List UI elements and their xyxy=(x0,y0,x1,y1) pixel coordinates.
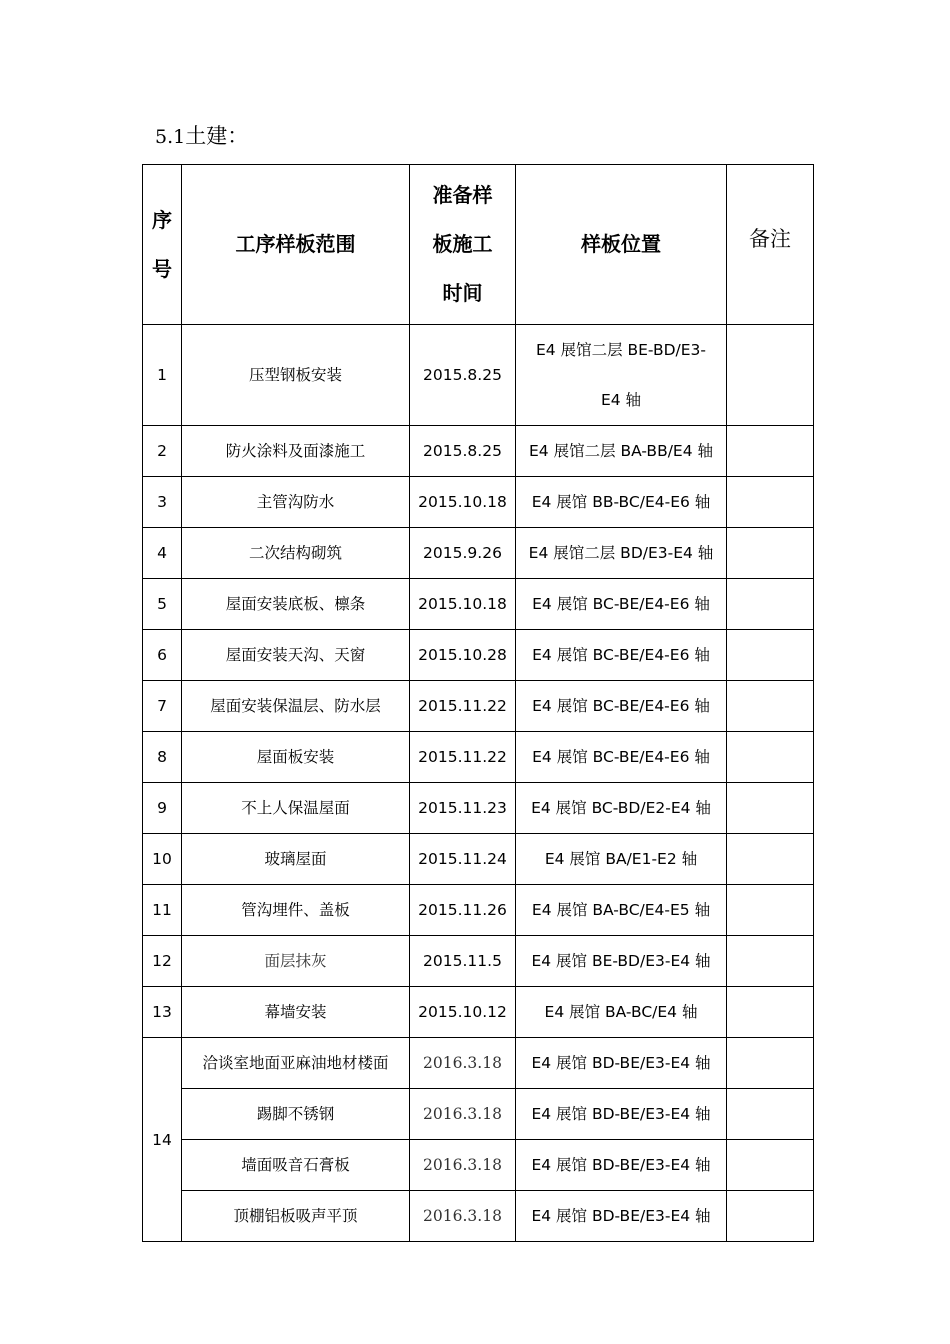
row-scope: 面层抹灰 xyxy=(182,936,410,987)
row-seq: 4 xyxy=(143,528,182,579)
row-note xyxy=(727,834,814,885)
row-location xyxy=(516,325,727,426)
row-time: 2015.8.25 xyxy=(410,426,516,477)
row-scope: 防火涂料及面漆施工 xyxy=(182,426,410,477)
row-time: 2015.11.5 xyxy=(410,936,516,987)
row-note xyxy=(727,1089,814,1140)
row-scope: 压型钢板安装 xyxy=(182,325,410,426)
table-row xyxy=(143,1191,814,1242)
row-time: 2015.10.28 xyxy=(410,630,516,681)
table-row xyxy=(143,528,814,579)
row-time: 2016.3.18 xyxy=(410,1089,516,1140)
table-header-row xyxy=(143,165,814,325)
row-seq: 12 xyxy=(143,936,182,987)
table-row xyxy=(143,936,814,987)
table-row xyxy=(143,885,814,936)
row-location: E4 展馆 BD-BE/E3-E4 轴 xyxy=(516,1191,727,1242)
row-note xyxy=(727,1191,814,1242)
row-seq: 2 xyxy=(143,426,182,477)
row-seq: 11 xyxy=(143,885,182,936)
table-row xyxy=(143,732,814,783)
row-time: 2015.11.26 xyxy=(410,885,516,936)
row-time: 2015.10.18 xyxy=(410,579,516,630)
row-scope: 幕墙安装 xyxy=(182,987,410,1038)
table-row xyxy=(143,681,814,732)
table-row xyxy=(143,426,814,477)
row-note xyxy=(727,579,814,630)
row-note xyxy=(727,783,814,834)
table-row xyxy=(143,1089,814,1140)
row-location: E4 展馆 BA-BC/E4-E5 轴 xyxy=(516,885,727,936)
row-location: E4 展馆 BB-BC/E4-E6 轴 xyxy=(516,477,727,528)
row-seq: 5 xyxy=(143,579,182,630)
section-number: 5.1 xyxy=(155,126,186,148)
section-heading xyxy=(155,120,248,153)
row-note xyxy=(727,426,814,477)
header-seq xyxy=(143,165,182,325)
row-scope: 踢脚不锈钢 xyxy=(182,1089,410,1140)
row-time: 2015.9.26 xyxy=(410,528,516,579)
row-location: E4 展馆二层 BA-BB/E4 轴 xyxy=(516,426,727,477)
row-time: 2015.10.18 xyxy=(410,477,516,528)
row-scope: 屋面安装底板、檩条 xyxy=(182,579,410,630)
row-time: 2015.11.23 xyxy=(410,783,516,834)
row-note xyxy=(727,477,814,528)
table-row xyxy=(143,630,814,681)
table-row xyxy=(143,579,814,630)
row-seq: 6 xyxy=(143,630,182,681)
table-body xyxy=(143,325,814,1242)
header-note: 备注 xyxy=(727,165,814,325)
row-time: 2015.11.22 xyxy=(410,732,516,783)
row-scope: 屋面板安装 xyxy=(182,732,410,783)
row-seq: 8 xyxy=(143,732,182,783)
row-note xyxy=(727,1140,814,1191)
table-row xyxy=(143,1038,814,1089)
table-row xyxy=(143,783,814,834)
sample-schedule-table xyxy=(142,164,814,1242)
table-row xyxy=(143,987,814,1038)
row-scope: 墙面吸音石膏板 xyxy=(182,1140,410,1191)
row-seq: 1 xyxy=(143,325,182,426)
row-time: 2015.8.25 xyxy=(410,325,516,426)
row-scope: 二次结构砌筑 xyxy=(182,528,410,579)
row-location: E4 展馆 BA/E1-E2 轴 xyxy=(516,834,727,885)
header-time-label: 准备样板施工时间 xyxy=(432,183,493,305)
row-note xyxy=(727,681,814,732)
row-seq: 9 xyxy=(143,783,182,834)
row-location: E4 展馆 BD-BE/E3-E4 轴 xyxy=(516,1038,727,1089)
row-time: 2016.3.18 xyxy=(410,1038,516,1089)
section-title: 土建： xyxy=(185,124,249,148)
row-location: E4 展馆 BA-BC/E4 轴 xyxy=(516,987,727,1038)
row-note xyxy=(727,325,814,426)
table-row xyxy=(143,1140,814,1191)
row-time: 2016.3.18 xyxy=(410,1191,516,1242)
row-location: E4 展馆 BE-BD/E3-E4 轴 xyxy=(516,936,727,987)
row-time: 2015.11.24 xyxy=(410,834,516,885)
row-seq: 14 xyxy=(143,1038,182,1242)
row-scope: 屋面安装保温层、防水层 xyxy=(182,681,410,732)
row-note xyxy=(727,732,814,783)
row-note xyxy=(727,1038,814,1089)
row-scope: 主管沟防水 xyxy=(182,477,410,528)
header-time xyxy=(410,165,516,325)
row-time: 2016.3.18 xyxy=(410,1140,516,1191)
row-note xyxy=(727,885,814,936)
table-row xyxy=(143,325,814,426)
header-seq-label: 序号 xyxy=(152,207,172,281)
row-scope: 屋面安装天沟、天窗 xyxy=(182,630,410,681)
row-note xyxy=(727,528,814,579)
row-seq: 13 xyxy=(143,987,182,1038)
table-row xyxy=(143,477,814,528)
row-time: 2015.10.12 xyxy=(410,987,516,1038)
row-location: E4 展馆 BC-BE/E4-E6 轴 xyxy=(516,681,727,732)
row-location: E4 展馆 BD-BE/E3-E4 轴 xyxy=(516,1140,727,1191)
row-location: E4 展馆二层 BD/E3-E4 轴 xyxy=(516,528,727,579)
header-location: 样板位置 xyxy=(516,165,727,325)
row-note xyxy=(727,987,814,1038)
row-scope: 洽谈室地面亚麻油地材楼面 xyxy=(182,1038,410,1089)
row-note xyxy=(727,630,814,681)
row-seq: 3 xyxy=(143,477,182,528)
row-scope: 不上人保温屋面 xyxy=(182,783,410,834)
header-scope: 工序样板范围 xyxy=(182,165,410,325)
row-location: E4 展馆 BC-BE/E4-E6 轴 xyxy=(516,630,727,681)
row-scope: 顶棚铝板吸声平顶 xyxy=(182,1191,410,1242)
row-seq: 7 xyxy=(143,681,182,732)
table-row xyxy=(143,834,814,885)
row-seq: 10 xyxy=(143,834,182,885)
row-scope: 管沟埋件、盖板 xyxy=(182,885,410,936)
row-location: E4 展馆 BC-BE/E4-E6 轴 xyxy=(516,579,727,630)
row-scope: 玻璃屋面 xyxy=(182,834,410,885)
row-time: 2015.11.22 xyxy=(410,681,516,732)
row-location-text: E4 展馆二层 BE-BD/E3-E4 轴 xyxy=(535,341,707,409)
row-note xyxy=(727,936,814,987)
row-location: E4 展馆 BC-BE/E4-E6 轴 xyxy=(516,732,727,783)
row-location: E4 展馆 BD-BE/E3-E4 轴 xyxy=(516,1089,727,1140)
row-location: E4 展馆 BC-BD/E2-E4 轴 xyxy=(516,783,727,834)
